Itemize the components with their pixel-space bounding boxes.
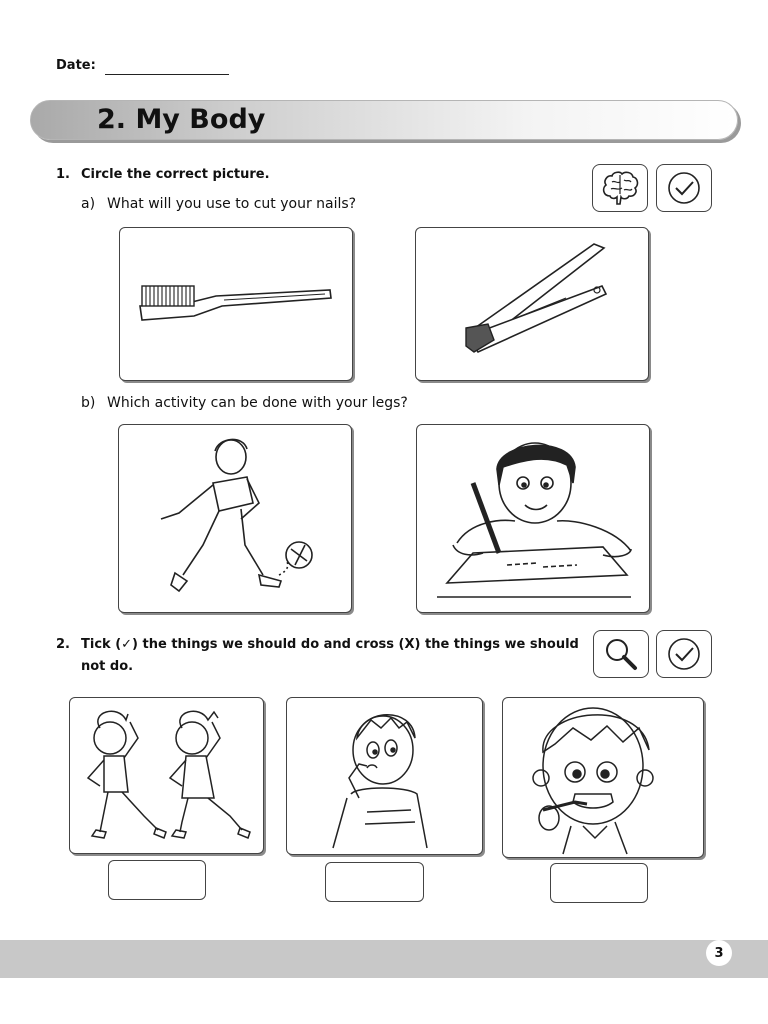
- nail-clipper-icon: [416, 228, 648, 380]
- boy-writing-illustration: [417, 425, 649, 612]
- boy-picking-nose-illustration: [287, 698, 482, 854]
- question-2-text-line2: not do.: [81, 659, 134, 674]
- date-label: Date:: [56, 58, 96, 73]
- question-1-text: Circle the correct picture.: [81, 167, 270, 182]
- footer-bar: [0, 940, 768, 978]
- kicking-ball-option[interactable]: [118, 424, 352, 613]
- page-number: 3: [706, 940, 732, 966]
- toothbrush-option[interactable]: [119, 227, 353, 381]
- boy-brushing-teeth-illustration: [503, 698, 703, 857]
- answer-box-nose-picking[interactable]: [325, 862, 424, 902]
- page-title: 2. My Body: [97, 104, 266, 135]
- kids-exercising-illustration: [70, 698, 263, 853]
- question-1-number: 1.: [56, 167, 70, 182]
- writing-option[interactable]: [416, 424, 650, 613]
- nose-picking-option: [286, 697, 483, 855]
- exercising-option: [69, 697, 264, 854]
- boy-kicking-ball-illustration: [119, 425, 351, 612]
- answer-box-brushing-teeth[interactable]: [550, 863, 648, 903]
- question-1a-label: a): [81, 196, 96, 212]
- check-icon: [656, 164, 712, 212]
- question-2-text-line1: Tick (✓) the things we should do and cross (X) the things we should: [81, 637, 579, 652]
- nail-clipper-option[interactable]: [415, 227, 649, 381]
- brushing-teeth-option: [502, 697, 704, 858]
- question-1a-text: What will you use to cut your nails?: [107, 196, 357, 212]
- magnifier-icon: [593, 630, 649, 678]
- date-input-line[interactable]: [105, 74, 229, 75]
- brain-icon: [592, 164, 648, 212]
- question-2-number: 2.: [56, 637, 70, 652]
- answer-box-exercising[interactable]: [108, 860, 206, 900]
- question-1b-label: b): [81, 395, 96, 411]
- toothbrush-icon: [120, 228, 352, 380]
- check-icon: [656, 630, 712, 678]
- question-1b-text: Which activity can be done with your legs?: [107, 395, 408, 411]
